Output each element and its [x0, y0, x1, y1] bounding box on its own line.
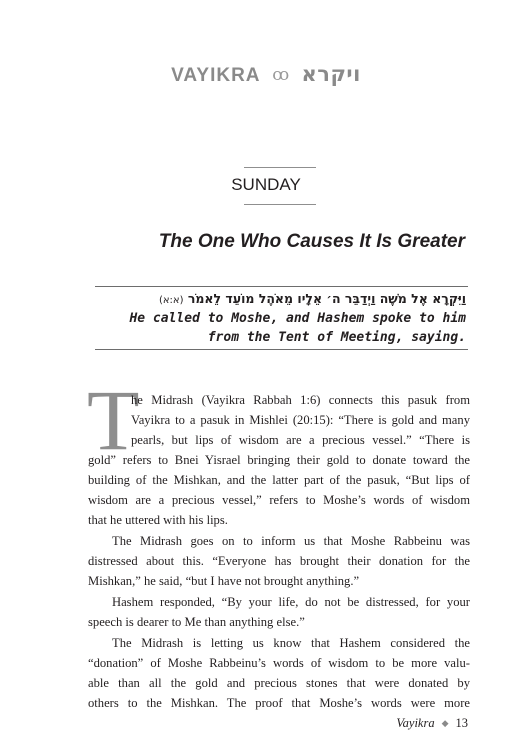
body-line: building of the Mishkan, and the latter part of the pasuk, “But lips of [88, 473, 470, 487]
running-head-hebrew: ויקרא [301, 62, 361, 86]
body-line: distressed about this. “Everyone has brought their donation for the [88, 554, 470, 568]
divider [244, 167, 316, 168]
running-head-english: VAYIKRA [171, 65, 261, 86]
body-line: that he uttered with his lips. [88, 513, 228, 527]
body-line: “donation” of Moshe Rabbeinu’s words of wisdom to be more valu- [88, 656, 470, 670]
body-line: gold” refers to Bnei Yisrael bringing their gold to donate toward the [88, 453, 470, 467]
verse-reference: (א:א) [158, 295, 184, 306]
verse-hebrew [159, 291, 466, 306]
drop-cap: T [87, 372, 140, 468]
divider [244, 204, 316, 205]
body-line: The Midrash goes on to inform us that Moshe Rabbeinu was [112, 534, 470, 548]
body-line: speech is dearer to Me than anything else.” [88, 615, 305, 629]
body-line: he Midrash (Vayikra Rabbah 1:6) connects this pasuk from [131, 393, 470, 407]
verse-english [129, 309, 466, 347]
chapter-title: The One Who Causes It Is Greater [158, 231, 465, 252]
verse-bottom-rule [95, 349, 468, 350]
body-line: others to the Mishkan. The proof that Moshe’s words were more [88, 696, 470, 710]
body-line: pearls, but lips of wisdom are a precious vessel.” “There is [131, 433, 470, 447]
day-heading: SUNDAY [231, 175, 301, 194]
ornament-icon: ꝏ [272, 65, 290, 84]
body-line: able than all the gold and precious stones that were donated by [88, 676, 470, 690]
body-line: Vayikra to a pasuk in Mishlei (20:15): “There is gold and many [131, 413, 470, 427]
body-line: wisdom are a precious vessel,” refers to Moshe’s words of wisdom [88, 493, 470, 507]
verse-top-rule [95, 286, 468, 287]
diamond-icon: ◆ [441, 718, 449, 728]
page-number: 13 [455, 716, 468, 730]
verse-hebrew-text: וַיִּקְרָא אֶל מֹשֶׁה וַיְדַבֵּר ה׳ אֵלָיו מֵאֹהֶל מוֹעֵד לֵאמֹר [187, 291, 466, 306]
body-line: Mishkan,” he said, “but I have not brought anything.” [88, 574, 360, 588]
body-line: The Midrash is letting us know that Hashem considered the [112, 636, 470, 650]
running-head [0, 62, 532, 87]
verse-english-line: He called to Moshe, and Hashem spoke to him [129, 311, 466, 326]
folio [396, 716, 468, 731]
body-line: Hashem responded, “By your life, do not be distressed, for your [112, 595, 470, 609]
folio-book-name: Vayikra [396, 716, 435, 730]
verse-english-line: from the Tent of Meeting, saying. [207, 330, 466, 345]
